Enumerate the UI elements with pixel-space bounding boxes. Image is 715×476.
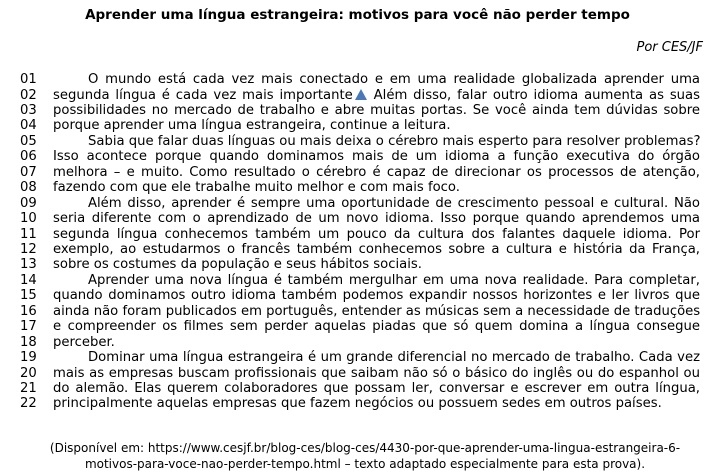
line-number: 03 (20, 102, 37, 118)
line-number: 06 (20, 149, 37, 165)
source-citation (20, 440, 710, 472)
text-line (0, 288, 715, 303)
line-number: 17 (20, 319, 37, 335)
line-text: Além disso, aprender é sempre uma oportunidade de crescimento pessoal e cultural. Não (88, 195, 700, 211)
line-text: Aprender uma nova língua é também mergulhar em uma nova realidade. Para completar, (88, 272, 700, 288)
text-line (0, 396, 715, 411)
line-text (53, 88, 700, 103)
line-text: Sabia que falar duas línguas ou mais deixa o cérebro mais esperto para resolver problemas? (88, 133, 701, 149)
text-line (0, 242, 715, 257)
line-text: possibilidades no mercado de trabalho e abre muitas portas. Se você ainda tem dúvidas sobre (53, 102, 700, 118)
line-number: 05 (20, 133, 37, 149)
text-line (0, 149, 715, 164)
text-line (0, 366, 715, 381)
line-text: perceber. (53, 334, 115, 350)
text-line (0, 319, 715, 334)
line-text: segunda língua conhecemos também um pouco da cultura dos falantes daquele idioma. Por (53, 226, 700, 242)
text-line (0, 72, 715, 87)
line-text: Isso acontece porque quando dominamos mais de um idioma a função executiva do órgão (53, 149, 700, 165)
line-text-after-marker: Além disso, falar outro idioma aumenta as suas (367, 87, 700, 103)
line-text-before-marker: segunda língua é cada vez mais importante (53, 87, 353, 103)
text-line (0, 165, 715, 180)
line-text: O mundo está cada vez mais conectado e em uma realidade globalizada aprender uma (88, 72, 700, 87)
line-number: 20 (20, 365, 37, 381)
line-number: 13 (20, 257, 37, 273)
article-title: Aprender uma língua estrangeira: motivos para você não perder tempo (85, 7, 630, 23)
line-number: 01 (20, 72, 37, 87)
line-number: 07 (20, 164, 37, 180)
line-text: porque aprender uma língua estrangeira, continue a leitura. (53, 118, 451, 134)
text-line (0, 180, 715, 195)
text-line (0, 335, 715, 350)
line-number: 12 (20, 241, 37, 257)
line-text: e compreender os filmes sem perder aquelas piadas que só quem domina a língua consegue (53, 319, 700, 335)
text-line (0, 273, 715, 288)
line-number: 08 (20, 180, 37, 196)
line-number: 18 (20, 334, 37, 350)
line-number: 22 (20, 396, 37, 412)
text-line (0, 381, 715, 396)
line-text: seria diferente com o aprendizado de um novo idioma. Isso porque quando aprendemos uma (53, 211, 700, 226)
line-number: 04 (20, 118, 37, 134)
line-text: sobre os costumes da população e seus hábitos sociais. (53, 257, 422, 273)
text-line (0, 88, 715, 103)
line-text: principalmente aquelas empresas que fazem negócios ou possuem sedes em outros países. (53, 396, 662, 412)
line-text: do alemão. Elas querem colaboradores que possam ler, conversar e escrever em outra língua, (53, 381, 700, 396)
line-number: 21 (20, 381, 37, 396)
line-text: fazendo com que ele trabalhe muito melhor e com mais foco. (53, 180, 460, 196)
triangle-marker-icon (355, 89, 367, 100)
line-number: 15 (20, 288, 37, 304)
line-number: 11 (20, 226, 37, 242)
line-text: quando dominamos outro idioma também podemos expandir nossos horizontes e ler livros que (53, 288, 700, 304)
line-number: 10 (20, 211, 37, 226)
line-number: 09 (20, 195, 37, 211)
line-number: 02 (20, 87, 37, 103)
text-line (0, 134, 715, 149)
text-line (0, 257, 715, 272)
text-line (0, 196, 715, 211)
line-text: Dominar uma língua estrangeira é um grande diferencial no mercado de trabalho. Cada vez (88, 350, 700, 366)
line-text: exemplo, ao estudarmos o francês também conhecemos sobre a cultura e história da França, (53, 241, 700, 257)
text-line (0, 350, 715, 365)
text-line (0, 211, 715, 226)
line-number: 14 (20, 272, 37, 288)
text-line (0, 227, 715, 242)
line-text: ainda não foram publicados em português, entender as músicas sem a necessidade de traduções (53, 303, 701, 319)
line-number: 19 (20, 350, 37, 366)
line-text: melhora – e muito. Como resultado o cérebro é capaz de direcionar os processos de atenção, (53, 164, 700, 180)
text-line (0, 103, 715, 118)
source-line-1: (Disponível em: https://www.cesjf.br/blog-ces/blog-ces/4430-por-que-aprender-uma-lingua-estrangeira-6- (49, 441, 681, 455)
source-line-2: motivos-para-voce-nao-perder-tempo.html – texto adaptado especialmente para esta prova). (84, 457, 646, 471)
article-author: Por CES/JF (636, 40, 703, 55)
text-line (0, 118, 715, 133)
text-line (0, 304, 715, 319)
line-number: 16 (20, 303, 37, 319)
line-text: mais as empresas buscam profissionais que saibam não só o básico do inglês ou do espanhol ou (53, 365, 700, 381)
